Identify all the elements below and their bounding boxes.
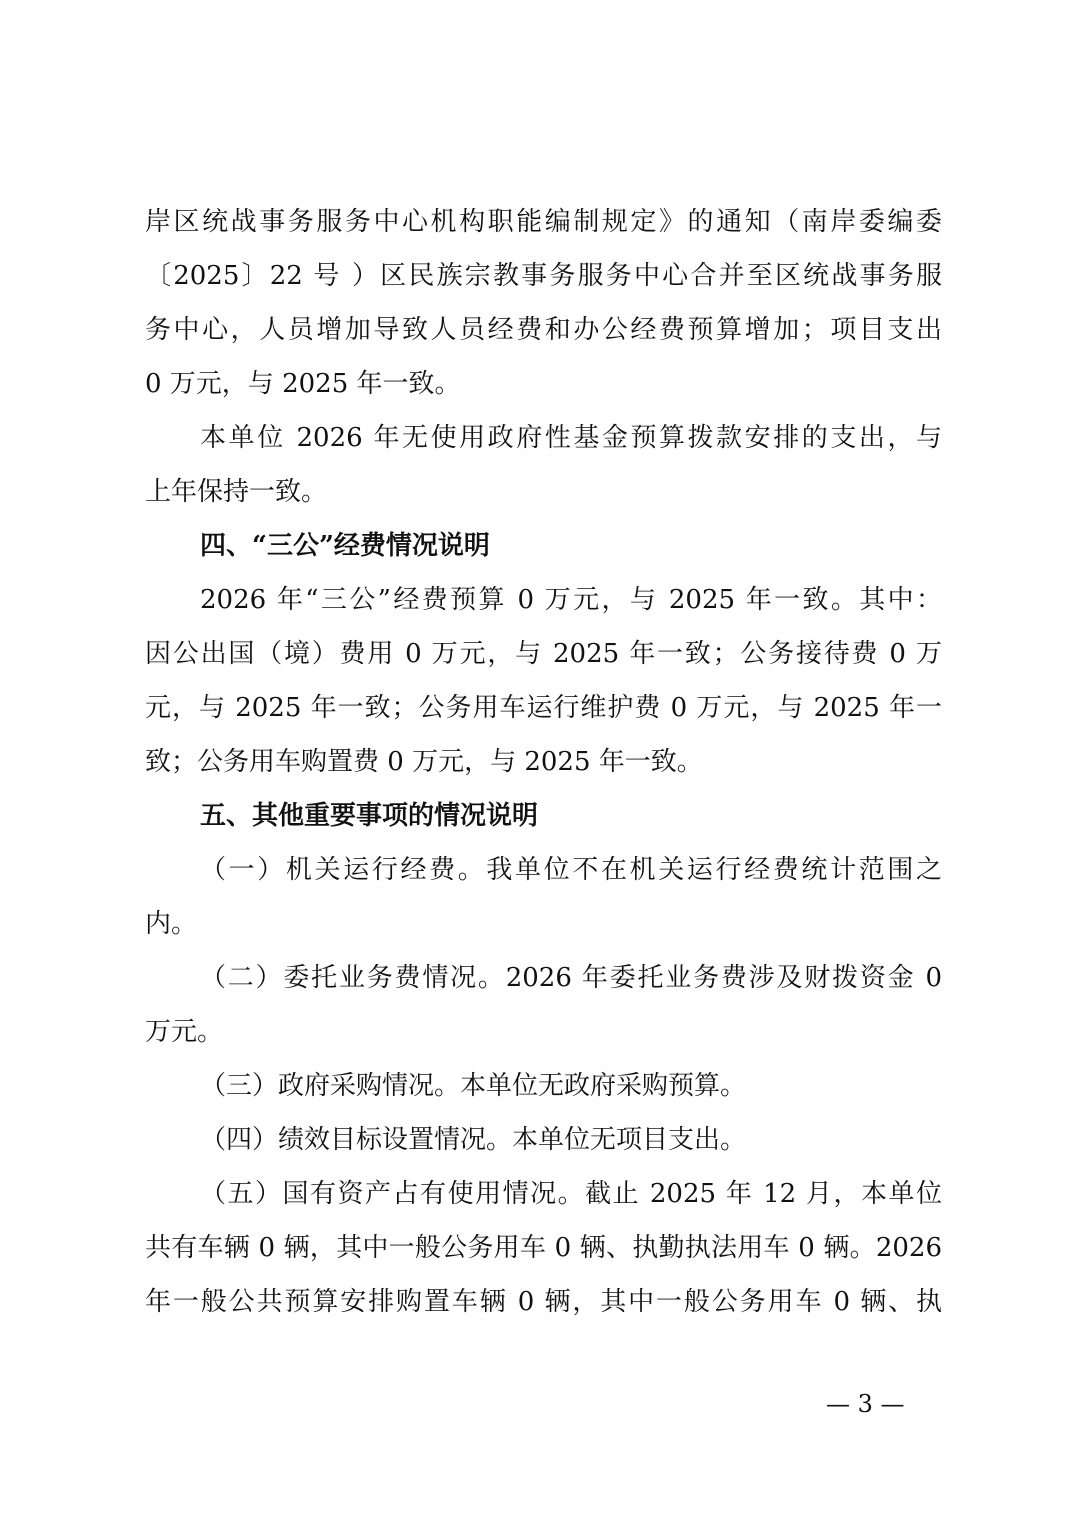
text-line: 致；公务用车购置费 0 万元，与 2025 年一致。 xyxy=(145,747,703,777)
text-line: 0 万元，与 2025 年一致。 xyxy=(145,369,461,399)
text-line: 务中心，人员增加导致人员经费和办公经费预算增加；项目支出 xyxy=(145,315,942,345)
text-line: （二）委托业务费情况。2026 年委托业务费涉及财拨资金 0 xyxy=(200,963,942,993)
section-heading-other-matters: 五、其他重要事项的情况说明 xyxy=(200,801,539,831)
section-heading-three-public: 四、“三公”经费情况说明 xyxy=(200,531,490,561)
page-number: — 3 — xyxy=(826,1390,905,1418)
text-line: 上年保持一致。 xyxy=(145,477,328,507)
text-line: 共有车辆 0 辆，其中一般公务用车 0 辆、执勤执法用车 0 辆。2026 xyxy=(145,1233,942,1263)
text-line: （三）政府采购情况。本单位无政府采购预算。 xyxy=(200,1071,747,1101)
text-line: （五）国有资产占有使用情况。截止 2025 年 12 月，本单位 xyxy=(200,1179,942,1209)
text-line: 岸区统战事务服务中心机构职能编制规定》的通知（南岸委编委 xyxy=(145,207,942,237)
text-line: 本单位 2026 年无使用政府性基金预算拨款安排的支出，与 xyxy=(200,423,942,453)
text-line: 内。 xyxy=(145,909,198,939)
document-body xyxy=(145,195,942,1329)
text-line: 因公出国（境）费用 0 万元，与 2025 年一致；公务接待费 0 万 xyxy=(145,639,942,669)
text-line: 2026 年“三公”经费预算 0 万元，与 2025 年一致。其中： xyxy=(200,585,942,615)
text-line: 万元。 xyxy=(145,1017,224,1047)
text-line: 元，与 2025 年一致；公务用车运行维护费 0 万元，与 2025 年一 xyxy=(145,693,942,723)
text-line: 〔2025〕22 号 ）区民族宗教事务服务中心合并至区统战事务服 xyxy=(145,261,942,291)
text-line: 年一般公共预算安排购置车辆 0 辆，其中一般公务用车 0 辆、执 xyxy=(145,1287,942,1317)
text-line: （一）机关运行经费。我单位不在机关运行经费统计范围之 xyxy=(200,855,942,885)
text-line: （四）绩效目标设置情况。本单位无项目支出。 xyxy=(200,1125,747,1155)
